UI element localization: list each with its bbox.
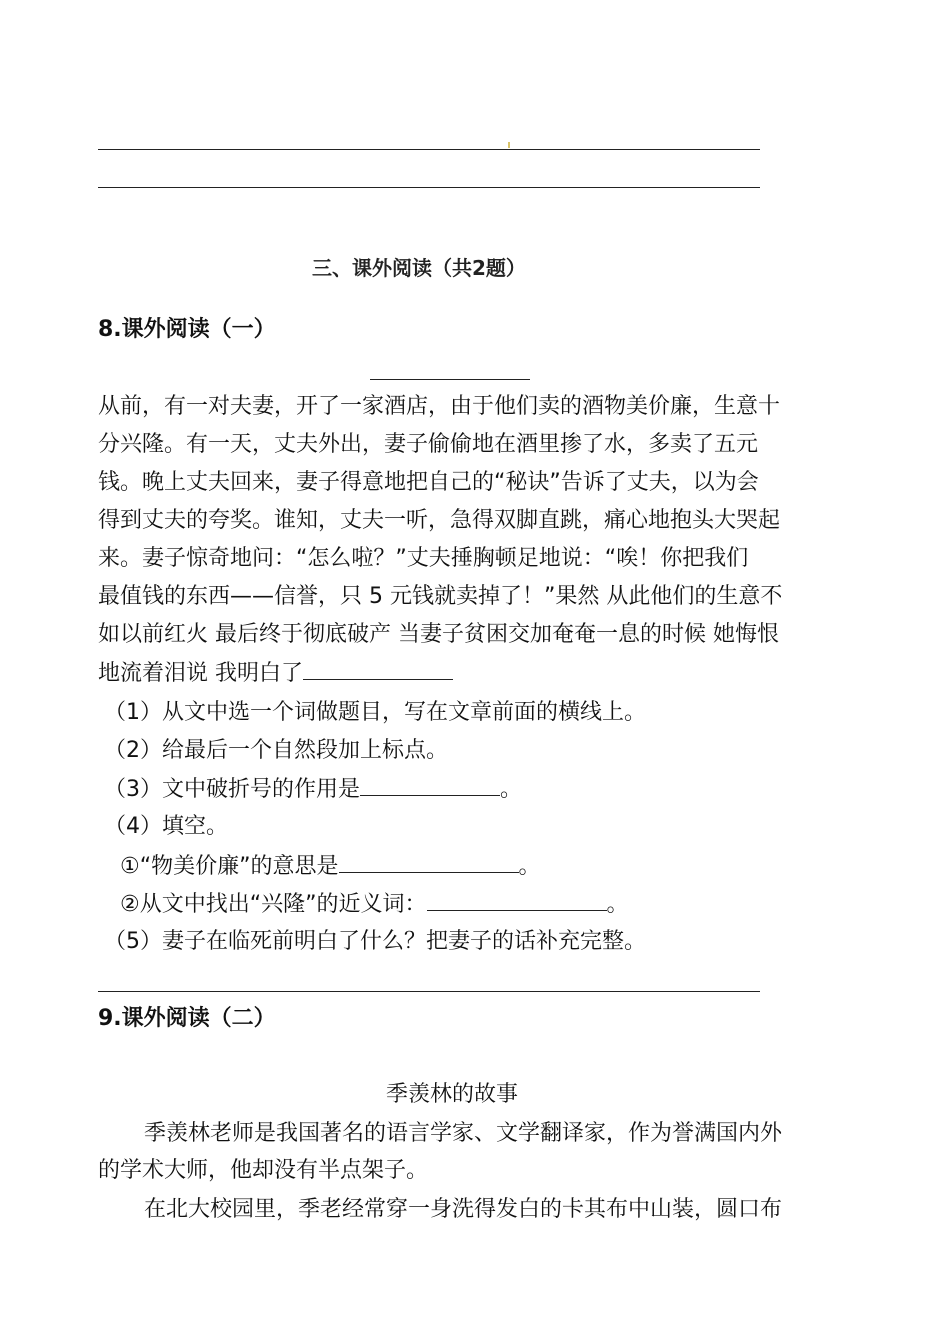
passage-line: 得到丈夫的夸奖。谁知，丈夫一听，急得双脚直跳，痛心地抱头大哭起	[98, 508, 781, 533]
answer-line-1	[98, 149, 760, 150]
q9-line: 在北大校园里，季老经常穿一身洗得发白的卡其布中山装，圆口布	[144, 1197, 783, 1222]
answer-blank[interactable]	[427, 890, 607, 911]
q8-question-4a: ①“物美价廉”的意思是 。	[120, 854, 541, 879]
q8-question-5: （5）妻子在临死前明白了什么？把妻子的话补充完整。	[104, 929, 646, 954]
q8-question-4b: ②从文中找出“兴隆”的近义词： 。	[120, 892, 629, 917]
q9-title: 季羡林的故事	[386, 1082, 519, 1107]
q9-line: 的学术大师，他却没有半点架子。	[98, 1158, 429, 1183]
q9-heading: 9.课外阅读（二）	[98, 1006, 276, 1031]
passage-line: 分兴隆。有一天，丈夫外出，妻子偷偷地在酒里掺了水，多卖了五元	[98, 432, 759, 457]
q8-question-3: （3）文中破折号的作用是 。	[104, 777, 523, 802]
q8-question-4: （4）填空。	[104, 814, 228, 839]
q8-heading: 8.课外阅读（一）	[98, 317, 276, 342]
answer-line-2	[98, 187, 760, 188]
q9-line: 季羡林老师是我国著名的语言学家、文学翻译家，作为誉满国内外	[144, 1121, 783, 1146]
passage-line: 最值钱的东西——信誉，只 5 元钱就卖掉了！”果然 从此他们的生意不	[98, 584, 783, 609]
answer-line-q5[interactable]	[98, 991, 760, 992]
answer-blank[interactable]	[360, 775, 500, 796]
passage-line-last	[98, 659, 453, 688]
passage-line: 钱。晚上丈夫回来，妻子得意地把自己的“秘诀”告诉了丈夫，以为会	[98, 470, 759, 495]
passage-line-text: 地流着泪说 我明白了	[98, 661, 303, 686]
stray-mark	[508, 142, 510, 148]
q8-question-1: （1）从文中选一个词做题目，写在文章前面的横线上。	[104, 700, 646, 725]
passage-line: 从前，有一对夫妻，开了一家酒店，由于他们卖的酒物美价廉，生意十	[98, 394, 781, 419]
answer-blank[interactable]	[339, 852, 519, 873]
section-heading: 三、课外阅读（共2题）	[312, 256, 526, 280]
passage-line: 如以前红火 最后终于彻底破产 当妻子贫困交加奄奄一息的时候 她悔恨	[98, 622, 779, 647]
q8-question-2: （2）给最后一个自然段加上标点。	[104, 738, 448, 763]
q8-title-blank	[370, 379, 530, 380]
section-heading-cut	[0, 256, 950, 280]
passage-line: 来。妻子惊奇地问：“怎么啦？”丈夫捶胸顿足地说：“唉！你把我们	[98, 546, 749, 571]
answer-blank[interactable]	[303, 659, 453, 680]
